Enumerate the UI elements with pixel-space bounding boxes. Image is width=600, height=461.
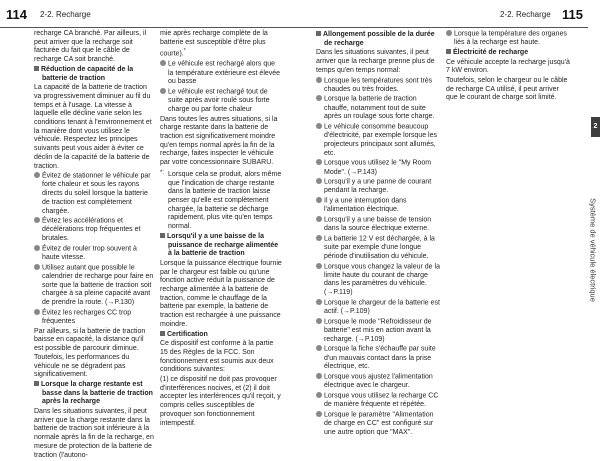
bullet-icon <box>316 216 322 222</box>
list-item: Lorsque le mode "Refroidisseur de batterie" est mis en action avant la recharge. (→P.109) <box>316 318 440 345</box>
paragraph: Lorsque la puissance électrique fournie par le chargeur est faible ou qu'une fonction active réduit la puissance de recharge alimentée à la batterie de traction, comme le chauffage de la batterie par exemple, la batterie de traction est rechargée à une puissance moindre. <box>160 259 282 328</box>
paragraph: (1) ce dispositif ne doit pas provoquer d'interférences nocives, et (2) il doit accepter les interférences qu'il reçoit, y compris celles susceptibles de provoquer son fonctionnement intempestif. <box>160 376 281 427</box>
list-item: Lorsqu'il y a une panne de courant pendant la recharge. <box>316 178 440 196</box>
bullet-icon <box>316 318 322 324</box>
paragraph: Ce dispositif est conforme à la partie 15 des Règles de la FCC. Son fonctionnement est soumis aux deux conditions suivantes: <box>160 340 274 374</box>
bullet-icon <box>34 217 40 223</box>
chapter-tab: 2 <box>591 117 600 137</box>
chapter-sidebar <box>586 150 600 350</box>
paragraph: Ce véhicule accepte la recharge jusqu'à 7 kW environ. <box>446 58 570 75</box>
list-item: Lorsque vous ajustez l'alimentation électrique avec le chargeur. <box>316 373 440 391</box>
square-bullet-icon <box>160 331 165 336</box>
footnote: *: Lorsque cela se produit, alors même que l'indication de charge restante dans la batterie de traction laisse penser qu'elle est complètement chargée, la batterie se décharge rapidement, plus vite qu'en temps normal. <box>160 169 282 231</box>
bullet-icon <box>34 309 40 315</box>
list-item: Lorsqu'il y a une baisse de tension dans la source électrique externe. <box>316 216 440 234</box>
bullet-icon <box>316 373 322 379</box>
list-item: Lorsque la température des organes liés à la recharge est haute. <box>446 30 570 48</box>
list-item: Évitez de stationner le véhicule par forte chaleur et sous les rayons directs du soleil lorsque la batterie de traction est complètement chargée. <box>34 172 154 216</box>
bullet-icon <box>160 88 166 94</box>
bullet-icon <box>316 299 322 305</box>
section-heading: Électricité de recharge <box>446 49 570 58</box>
section-heading: Allongement possible de la durée de recharge <box>316 31 440 48</box>
bullet-icon <box>316 345 322 351</box>
list-item: Il y a une interruption dans l'alimentation électrique. <box>316 197 440 215</box>
paragraph: Dans toutes les autres situations, si la charge restante dans la batterie de traction est significativement moindre qu'en temps normal après la fin de la recharge, faites inspecter le véhicule par votre concessionnaire SUBARU. <box>160 115 278 167</box>
square-bullet-icon <box>160 233 165 238</box>
chapter-title: Système de véhicule électrique <box>588 198 598 302</box>
bullet-icon <box>316 263 322 269</box>
paragraph: La capacité de la batterie de traction va progressivement diminuer au fil du temps et à l'usage. La vitesse à laquelle elle décline varie selon les conditions tenant à l'environnement et la manière dont vous utilisez le véhicule. Respectez les principes suivants peut vous aider à éviter ce déclin de la capacité de la batterie de traction. <box>34 84 152 170</box>
section-heading: Lorsqu'il y a une baisse de la puissance de recharge alimentée à la batterie de traction <box>160 233 282 259</box>
list-item: Lorsque la fiche s'échauffe par suite d'un mauvais contact dans la prise électrique, etc. <box>316 345 440 372</box>
bullet-icon <box>316 197 322 203</box>
bullet-icon <box>316 411 322 417</box>
page-number: 115 <box>562 7 583 22</box>
bullet-icon <box>316 95 322 101</box>
list-item: Lorsque vous utilisez la recharge CC de manière fréquente et répétée. <box>316 392 440 410</box>
list-item: Évitez les accélérations et décélérations trop fréquentes et brutales. <box>34 217 154 244</box>
list-item: Lorsque le chargeur de la batterie est actif. (→P.109) <box>316 299 440 317</box>
list-item: Le véhicule est rechargé tout de suite après avoir roulé sous forte charge ou par forte chaleur <box>160 88 282 115</box>
paragraph: mie après recharge complète de la batterie est susceptible d'être plus courte).* <box>160 30 268 58</box>
right-page <box>300 0 600 450</box>
bullet-icon <box>34 264 40 270</box>
list-item: Le véhicule est rechargé alors que la température extérieure est élevée ou basse <box>160 60 282 87</box>
list-item: Lorsque les températures sont très chaudes ou très froides. <box>316 77 440 95</box>
list-item: Évitez les recharges CC trop fréquentes <box>34 309 154 327</box>
paragraph: Dans les situations suivantes, il peut arriver que la recharge prenne plus de temps qu'en temps normal: <box>316 49 435 74</box>
bullet-icon <box>446 30 452 36</box>
paragraph: Par ailleurs, si la batterie de traction baisse en capacité, la distance qu'il est possible de parcourir diminue. Toutefois, les performances du véhicule ne se dégradent pas significativement. <box>34 327 146 379</box>
bullet-icon <box>34 245 40 251</box>
paragraph: Dans les situations suivantes, il peut arriver que la charge restante dans la batterie de traction soit inférieure à la normale après la fin de la recharge, en mesure de protection de la batterie de traction (l'autono- <box>34 408 154 459</box>
page-number: 114 <box>6 7 27 22</box>
list-item: Lorsque vous utilisez le "My Room Mode". (→P.143) <box>316 159 440 177</box>
footnote-mark: * <box>183 48 186 55</box>
bullet-icon <box>316 77 322 83</box>
bullet-icon <box>160 60 166 66</box>
left-page <box>0 0 300 459</box>
footnote-mark: *: <box>160 169 165 176</box>
header-rule <box>0 27 300 28</box>
right-column-1 <box>316 30 440 438</box>
square-bullet-icon <box>446 49 451 54</box>
bullet-icon <box>316 235 322 241</box>
header-title: 2-2. Recharge <box>40 10 91 19</box>
left-page-header <box>0 7 300 27</box>
square-bullet-icon <box>34 66 39 71</box>
section-heading: Lorsque la charge restante est basse dans la batterie de traction après la recharge <box>34 381 154 407</box>
bullet-icon <box>316 178 322 184</box>
right-page-header <box>300 7 588 27</box>
list-item: Évitez de rouler trop souvent à haute vitesse. <box>34 245 154 263</box>
left-column-2 <box>160 30 282 429</box>
bullet-icon <box>34 172 40 178</box>
section-heading: Réduction de capacité de la batterie de traction <box>34 66 154 83</box>
list-item: La batterie 12 V est déchargée, à la suite par exemple d'une longue période d'inutilisation du véhicule. <box>316 235 440 262</box>
bullet-icon <box>316 392 322 398</box>
square-bullet-icon <box>316 31 321 36</box>
list-item: Lorsque la batterie de traction chauffe, notamment tout de suite après un roulage sous forte charge. <box>316 95 440 122</box>
bullet-icon <box>316 159 322 165</box>
header-title: 2-2. Recharge <box>500 10 551 19</box>
left-column-1 <box>34 30 154 461</box>
right-column-2 <box>446 30 570 104</box>
paragraph: Toutefois, selon le chargeur ou le câble de recharge CA utilisé, il peut arriver que le courant de charge soit limité. <box>446 77 568 102</box>
list-item: Le véhicule consomme beaucoup d'électricité, par exemple lorsque les projecteurs principaux sont allumés, etc. <box>316 123 440 158</box>
bullet-icon <box>316 123 322 129</box>
list-item: Lorsque vous changez la valeur de la limite haute du courant de charge dans les paramètres du véhicule. (→P.119) <box>316 263 440 298</box>
square-bullet-icon <box>34 381 39 386</box>
list-item: Utilisez autant que possible le calendrier de recharge pour faire en sorte que la batterie de traction soit chargée à sa pleine capacité avant de prendre la route. (→P.130) <box>34 264 154 308</box>
header-rule <box>300 27 588 28</box>
list-item: Lorsque le paramètre "Alimentation de charge en CC" est configuré sur une autre option que "MAX". <box>316 411 440 438</box>
paragraph: recharge CA branché. Par ailleurs, il peut arriver que la recharge soit facturée du fait que le câble de recharge CA soit branché. <box>34 30 147 64</box>
section-heading: Certification <box>160 331 282 340</box>
